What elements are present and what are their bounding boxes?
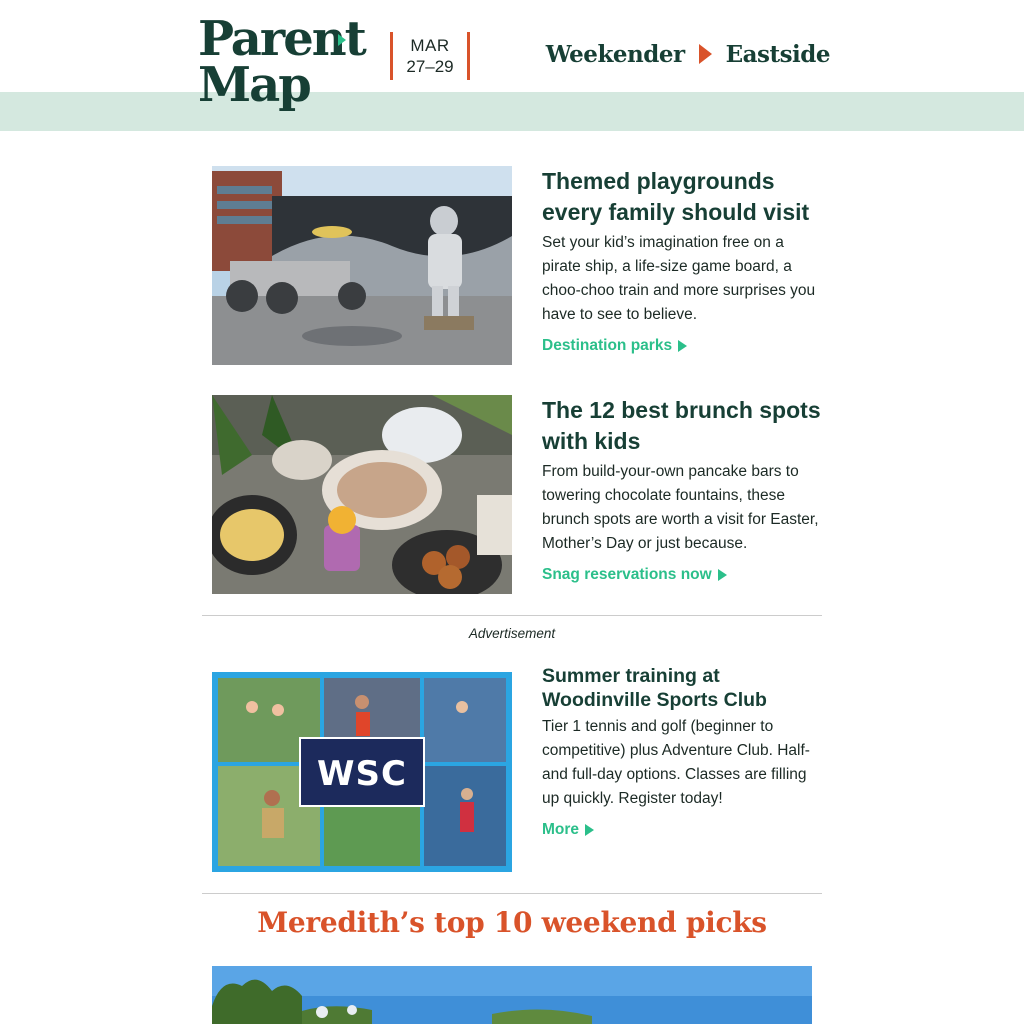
weekend-picks-heading: Meredith’s top 10 weekend picks (257, 906, 767, 939)
snag-reservations-link[interactable] (542, 566, 727, 584)
wsc-ad-image[interactable] (212, 672, 512, 872)
play-arrow-icon (585, 824, 594, 836)
ad-card (212, 664, 824, 874)
article-body (542, 395, 824, 584)
play-arrow-icon (718, 569, 727, 581)
play-arrow-icon (699, 44, 712, 64)
article-body (542, 166, 824, 355)
article-description: From build-your-own pancake bars to towering chocolate fountains, these brunch spots are worth a visit for Easter, Mother’s Day or just because. (542, 463, 819, 552)
playground-astronaut-image[interactable] (212, 166, 512, 365)
weekend-picks-hero-image[interactable] (212, 966, 812, 1024)
edition-weekender: Weekender (545, 40, 685, 68)
divider (202, 893, 822, 894)
more-link[interactable] (542, 821, 594, 839)
issue-month: MAR (410, 36, 450, 55)
article-title[interactable]: Themed playgrounds every family should visit (542, 168, 810, 225)
logo-word-map: Map (198, 57, 310, 113)
destination-parks-link[interactable] (542, 337, 687, 355)
article-description: Set your kid’s imagination free on a pirate ship, a life-size game board, a choo-choo train and more surprises you have to see to believe. (542, 234, 816, 323)
advertisement-label: Advertisement (468, 626, 556, 641)
ad-title[interactable]: Summer training at Woodinville Sports Club (542, 665, 767, 711)
article-card (212, 166, 824, 366)
article-title[interactable]: The 12 best brunch spots with kids (542, 397, 821, 454)
parentmap-logo[interactable] (198, 11, 365, 122)
link-label: Destination parks (542, 337, 673, 354)
wsc-logo-text: WSC (317, 754, 407, 794)
play-arrow-icon (678, 340, 687, 352)
header-band (0, 92, 1024, 131)
header (0, 0, 1024, 92)
article-card (212, 395, 824, 595)
ad-description: Tier 1 tennis and golf (beginner to competitive) plus Adventure Club. Half- and full-day options. Classes are filling up quickly. Register today! (542, 718, 810, 807)
issue-date (390, 32, 470, 80)
link-label: Snag reservations now (542, 566, 712, 583)
link-label: More (542, 821, 580, 838)
brunch-table-image[interactable] (212, 395, 512, 594)
logo-triangle-icon (338, 34, 346, 46)
edition-breadcrumb (546, 38, 830, 70)
logo-word-parent: Parent (198, 11, 365, 67)
issue-days: 27–29 (406, 57, 454, 76)
ad-body (542, 664, 824, 839)
edition-eastside: Eastside (725, 40, 830, 68)
divider (202, 615, 822, 616)
